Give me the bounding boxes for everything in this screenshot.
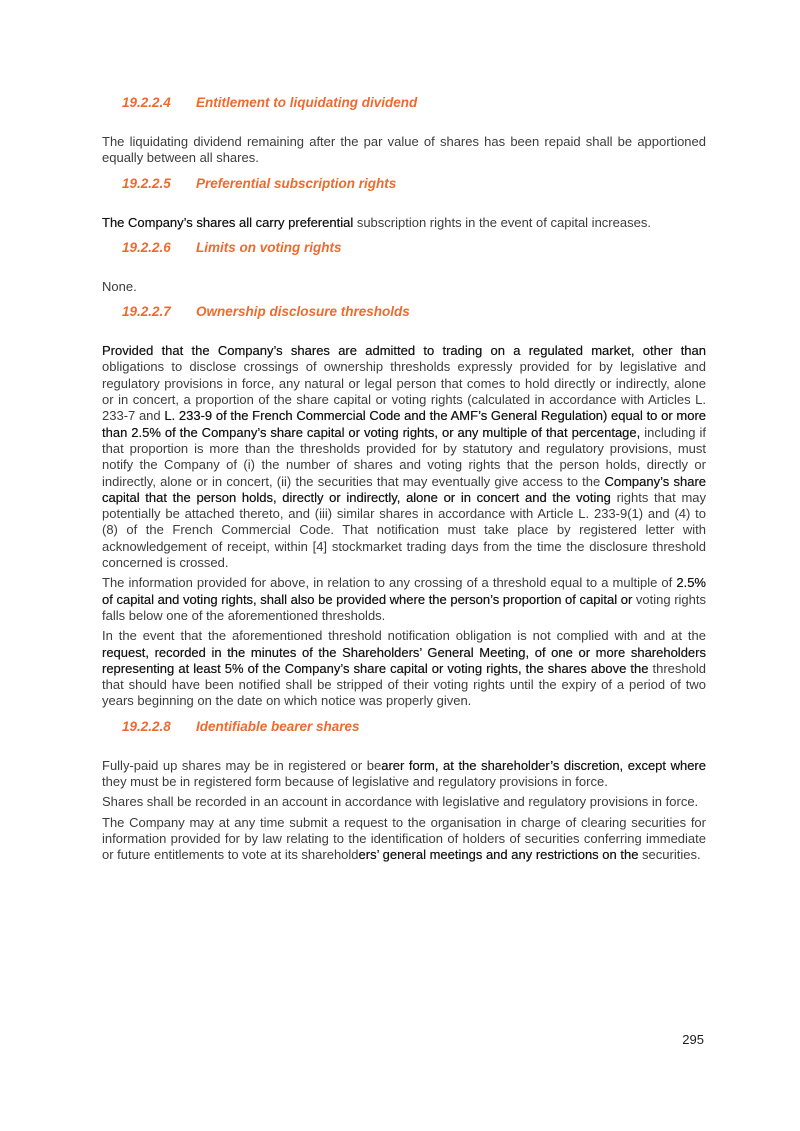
text-run-dark: request, recorded in the minutes of the Shareholders’ General Meeting, of one or more shareholders representing at least 5% of the Company’s share capital or voting rights, the shares above the [102,644,706,676]
paragraph [102,794,706,810]
section-title: Preferential subscription rights [196,175,397,191]
section-title: Limits on voting rights [196,239,342,255]
section-heading [122,239,706,256]
text-run-dark: The Company’s shares all carry preferential [102,214,357,230]
page-number: 295 [682,1032,704,1047]
text-run: they must be in registered form because of legislative and regulatory provisions in force. [102,774,608,790]
section-title: Identifiable bearer shares [196,718,360,734]
paragraph [102,758,706,791]
text-run: The Company may at any time submit a request to the organisation in charge of clearing securities for information provided for by law relating to the identification of holders of securities conferring immediate or future entitlements to vote at its sharehold [102,814,706,863]
section-number: 19.2.2.6 [122,239,171,255]
text-run: obligations to disclose crossings of ownership thresholds expressly provided for by legislative and regulatory provisions in force, any natural or legal person that comes to hold directly or indirectly, alone or in concert, a proportion of the share capital or voting rights (calculated in accordance with Articles L. 233-7 and [102,359,706,424]
text-run: rights that may potentially be attached thereto, and (iii) similar shares in accordance with Article L. 233-9(1) and (4) to (8) of the French Commercial Code. That notification must take place by registered letter with acknowledgement of receipt, within [4] stockmarket trading days from the time the disclosure threshold concerned is crossed. [102,489,706,571]
text-run: None. [102,278,137,294]
paragraph [102,628,706,709]
text-run: The information provided for above, in relation to any crossing of a threshold equal to a multiple of [102,575,677,591]
paragraph [102,343,706,571]
section-title: Ownership disclosure thresholds [196,304,410,320]
section-number: 19.2.2.7 [122,304,171,320]
text-run-dark: Company’s share capital that the person holds, directly or indirectly, alone or in concert and the voting [102,473,707,505]
section-heading [122,94,706,111]
paragraph [102,575,706,624]
text-run: voting rights falls below one of the aforementioned thresholds. [102,591,706,623]
document-body [102,94,706,864]
text-run: The liquidating dividend remaining after the par value of shares has been repaid shall be apportioned equally between all shares. [102,134,706,166]
paragraph [102,215,706,231]
text-run: including if that proportion is more than the thresholds provided for by statutory and regulatory provisions, must notify the Company of (i) the number of shares and voting rights that the person holds, directly or indirectly, alone or in concert, (ii) the securities that may eventually give access to the [102,424,706,489]
section-number: 19.2.2.4 [122,95,171,110]
text-run-dark: 2.5% of capital and voting rights, shall also be provided where the person’s proportion of capital or [102,575,706,607]
paragraph [102,815,706,864]
section-heading [122,175,706,192]
text-run-dark: ers’ general meetings and any restrictions on the [358,847,643,863]
paragraph [102,134,706,167]
section-number: 19.2.2.8 [122,718,171,734]
paragraph [102,279,706,295]
section-title: Entitlement to liquidating dividend [196,95,418,110]
text-run: securities. [642,847,701,863]
text-run-dark: Provided that the Company’s shares are admitted to trading on a regulated market, other than [102,343,706,359]
text-run: Shares shall be recorded in an account in accordance with legislative and regulatory provisions in force. [102,794,699,810]
text-run: Fully-paid up shares may be in registered or be [102,757,382,773]
section-heading [122,718,706,735]
text-run: threshold that should have been notified shall be stripped of their voting rights until the expiry of a period of two years beginning on the date on which notice was properly given. [102,660,706,709]
section-heading [122,303,706,320]
text-run-dark: L. 233-9 of the French Commercial Code and the AMF’s General Regulation) equal to or more than 2.5% of the Company’s share capital or voting rights, or any multiple of that percentage, [102,408,706,440]
text-run-dark: arer form, at the shareholder’s discretion, except where [381,757,706,773]
section-number: 19.2.2.5 [122,175,171,191]
text-run: subscription rights in the event of capital increases. [356,214,651,230]
text-run: In the event that the aforementioned threshold notification obligation is not complied with and at the [102,628,706,644]
